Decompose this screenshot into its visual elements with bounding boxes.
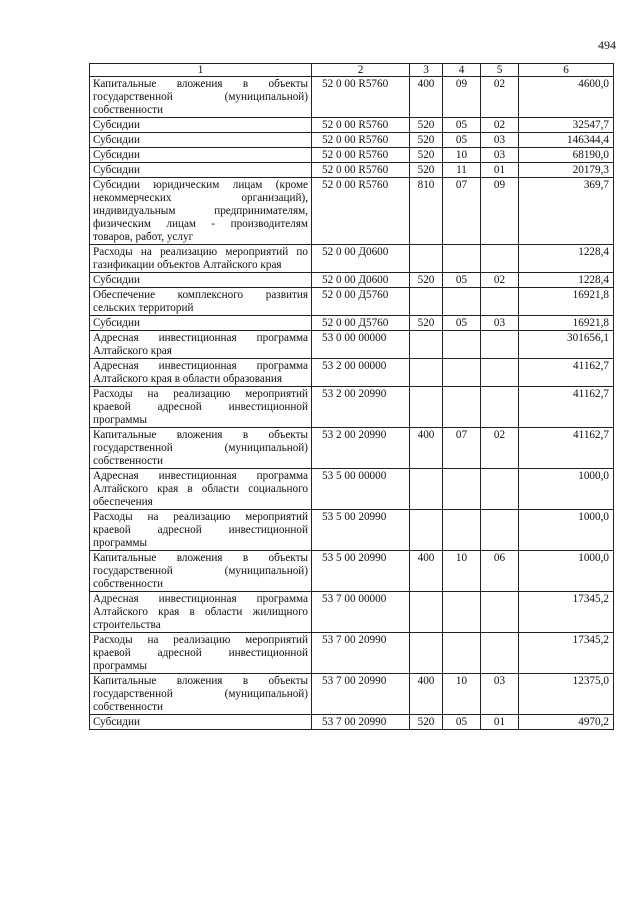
table-row — [90, 387, 614, 428]
column-header: 6 — [519, 64, 614, 77]
row-expense-type: 810 — [410, 178, 443, 245]
row-subsection — [481, 592, 519, 633]
row-subsection: 01 — [481, 715, 519, 730]
row-code: 52 0 00 R5760 — [312, 118, 410, 133]
table-row — [90, 148, 614, 163]
row-section: 05 — [443, 273, 481, 288]
row-subsection — [481, 387, 519, 428]
row-name: Расходы на реализацию мероприятий краевой адресной инвестиционной программы — [90, 387, 312, 428]
row-section — [443, 633, 481, 674]
column-header: 3 — [410, 64, 443, 77]
row-name: Капитальные вложения в объекты государственной (муниципальной) собственности — [90, 674, 312, 715]
row-subsection: 02 — [481, 118, 519, 133]
row-expense-type: 400 — [410, 77, 443, 118]
row-name: Субсидии — [90, 163, 312, 178]
row-amount: 16921,8 — [519, 316, 614, 331]
row-section: 10 — [443, 148, 481, 163]
row-expense-type — [410, 359, 443, 387]
row-code: 52 0 00 R5760 — [312, 77, 410, 118]
row-name: Расходы на реализацию мероприятий по газификации объектов Алтайского края — [90, 245, 312, 273]
row-code: 53 5 00 00000 — [312, 469, 410, 510]
row-expense-type — [410, 469, 443, 510]
table-row — [90, 288, 614, 316]
row-amount: 12375,0 — [519, 674, 614, 715]
row-subsection: 02 — [481, 428, 519, 469]
table-row — [90, 331, 614, 359]
row-section — [443, 288, 481, 316]
row-code: 53 7 00 20990 — [312, 674, 410, 715]
row-name: Адресная инвестиционная программа Алтайского края — [90, 331, 312, 359]
row-amount: 16921,8 — [519, 288, 614, 316]
row-subsection — [481, 469, 519, 510]
row-subsection — [481, 331, 519, 359]
row-amount: 1000,0 — [519, 551, 614, 592]
row-subsection: 02 — [481, 273, 519, 288]
row-section — [443, 592, 481, 633]
row-name: Адресная инвестиционная программа Алтайского края в области образования — [90, 359, 312, 387]
row-code: 52 0 00 R5760 — [312, 148, 410, 163]
row-code: 52 0 00 Д0600 — [312, 245, 410, 273]
table-header-row — [90, 64, 614, 77]
table-row — [90, 551, 614, 592]
row-name: Адресная инвестиционная программа Алтайского края в области социального обеспечения — [90, 469, 312, 510]
row-code: 53 7 00 20990 — [312, 715, 410, 730]
table-row — [90, 674, 614, 715]
row-subsection: 09 — [481, 178, 519, 245]
table-row — [90, 715, 614, 730]
row-amount: 1000,0 — [519, 510, 614, 551]
row-subsection: 03 — [481, 133, 519, 148]
row-code: 52 0 00 Д0600 — [312, 273, 410, 288]
row-section — [443, 359, 481, 387]
table-row — [90, 77, 614, 118]
row-code: 52 0 00 R5760 — [312, 133, 410, 148]
row-name: Капитальные вложения в объекты государственной (муниципальной) собственности — [90, 77, 312, 118]
row-section: 07 — [443, 178, 481, 245]
row-name: Адресная инвестиционная программа Алтайского края в области жилищного строительства — [90, 592, 312, 633]
row-amount: 1228,4 — [519, 245, 614, 273]
row-code: 53 2 00 00000 — [312, 359, 410, 387]
row-section: 11 — [443, 163, 481, 178]
row-amount: 32547,7 — [519, 118, 614, 133]
row-expense-type — [410, 245, 443, 273]
row-code: 53 7 00 00000 — [312, 592, 410, 633]
row-section — [443, 387, 481, 428]
row-code: 52 0 00 R5760 — [312, 178, 410, 245]
row-expense-type: 520 — [410, 133, 443, 148]
row-code: 53 2 00 20990 — [312, 387, 410, 428]
row-amount: 17345,2 — [519, 592, 614, 633]
row-subsection — [481, 510, 519, 551]
row-section: 05 — [443, 118, 481, 133]
row-subsection: 06 — [481, 551, 519, 592]
row-name: Обеспечение комплексного развития сельских территорий — [90, 288, 312, 316]
row-expense-type: 520 — [410, 273, 443, 288]
row-section: 09 — [443, 77, 481, 118]
table-row — [90, 178, 614, 245]
page-number: 494 — [598, 38, 616, 52]
table-row — [90, 469, 614, 510]
row-amount: 41162,7 — [519, 428, 614, 469]
table-row — [90, 245, 614, 273]
row-section: 10 — [443, 551, 481, 592]
row-expense-type — [410, 633, 443, 674]
row-expense-type — [410, 592, 443, 633]
table-row — [90, 133, 614, 148]
row-section — [443, 331, 481, 359]
row-section: 05 — [443, 715, 481, 730]
table-row — [90, 510, 614, 551]
row-name: Расходы на реализацию мероприятий краевой адресной инвестиционной программы — [90, 633, 312, 674]
column-header: 1 — [90, 64, 312, 77]
row-section: 07 — [443, 428, 481, 469]
row-section: 10 — [443, 674, 481, 715]
row-subsection — [481, 245, 519, 273]
row-expense-type: 520 — [410, 316, 443, 331]
row-section — [443, 469, 481, 510]
row-name: Субсидии юридическим лицам (кроме некоммерческих организаций), индивидуальным предпринимателям, физическим лицам - производителям товаров, работ, услуг — [90, 178, 312, 245]
row-code: 53 5 00 20990 — [312, 551, 410, 592]
row-amount: 4600,0 — [519, 77, 614, 118]
row-expense-type: 520 — [410, 163, 443, 178]
column-header: 2 — [312, 64, 410, 77]
row-amount: 68190,0 — [519, 148, 614, 163]
row-code: 53 5 00 20990 — [312, 510, 410, 551]
row-name: Расходы на реализацию мероприятий краевой адресной инвестиционной программы — [90, 510, 312, 551]
row-section — [443, 510, 481, 551]
table-row — [90, 633, 614, 674]
row-expense-type: 400 — [410, 551, 443, 592]
row-name: Капитальные вложения в объекты государственной (муниципальной) собственности — [90, 551, 312, 592]
row-name: Субсидии — [90, 148, 312, 163]
row-name: Субсидии — [90, 715, 312, 730]
row-subsection: 03 — [481, 674, 519, 715]
row-subsection — [481, 633, 519, 674]
row-name: Субсидии — [90, 118, 312, 133]
column-header: 4 — [443, 64, 481, 77]
table-row — [90, 273, 614, 288]
row-amount: 41162,7 — [519, 387, 614, 428]
row-name: Субсидии — [90, 316, 312, 331]
row-amount: 20179,3 — [519, 163, 614, 178]
row-amount: 1000,0 — [519, 469, 614, 510]
row-expense-type: 520 — [410, 715, 443, 730]
row-code: 53 7 00 20990 — [312, 633, 410, 674]
row-code: 52 0 00 Д5760 — [312, 288, 410, 316]
table-row — [90, 316, 614, 331]
row-amount: 4970,2 — [519, 715, 614, 730]
table-row — [90, 359, 614, 387]
row-expense-type: 520 — [410, 148, 443, 163]
row-name: Капитальные вложения в объекты государственной (муниципальной) собственности — [90, 428, 312, 469]
row-subsection: 02 — [481, 77, 519, 118]
row-amount: 301656,1 — [519, 331, 614, 359]
row-code: 52 0 00 R5760 — [312, 163, 410, 178]
row-expense-type — [410, 510, 443, 551]
table-row — [90, 118, 614, 133]
table-row — [90, 592, 614, 633]
row-subsection: 01 — [481, 163, 519, 178]
row-expense-type — [410, 288, 443, 316]
row-expense-type: 520 — [410, 118, 443, 133]
row-name: Субсидии — [90, 273, 312, 288]
row-amount: 1228,4 — [519, 273, 614, 288]
column-header: 5 — [481, 64, 519, 77]
row-amount: 369,7 — [519, 178, 614, 245]
row-expense-type: 400 — [410, 428, 443, 469]
table-row — [90, 428, 614, 469]
row-expense-type — [410, 331, 443, 359]
row-code: 53 2 00 20990 — [312, 428, 410, 469]
table-row — [90, 163, 614, 178]
row-amount: 146344,4 — [519, 133, 614, 148]
row-code: 53 0 00 00000 — [312, 331, 410, 359]
row-section — [443, 245, 481, 273]
row-subsection — [481, 359, 519, 387]
row-section: 05 — [443, 316, 481, 331]
row-subsection: 03 — [481, 316, 519, 331]
row-code: 52 0 00 Д5760 — [312, 316, 410, 331]
row-expense-type: 400 — [410, 674, 443, 715]
row-amount: 41162,7 — [519, 359, 614, 387]
row-section: 05 — [443, 133, 481, 148]
row-name: Субсидии — [90, 133, 312, 148]
row-expense-type — [410, 387, 443, 428]
budget-table — [89, 63, 614, 730]
row-subsection: 03 — [481, 148, 519, 163]
row-amount: 17345,2 — [519, 633, 614, 674]
row-subsection — [481, 288, 519, 316]
